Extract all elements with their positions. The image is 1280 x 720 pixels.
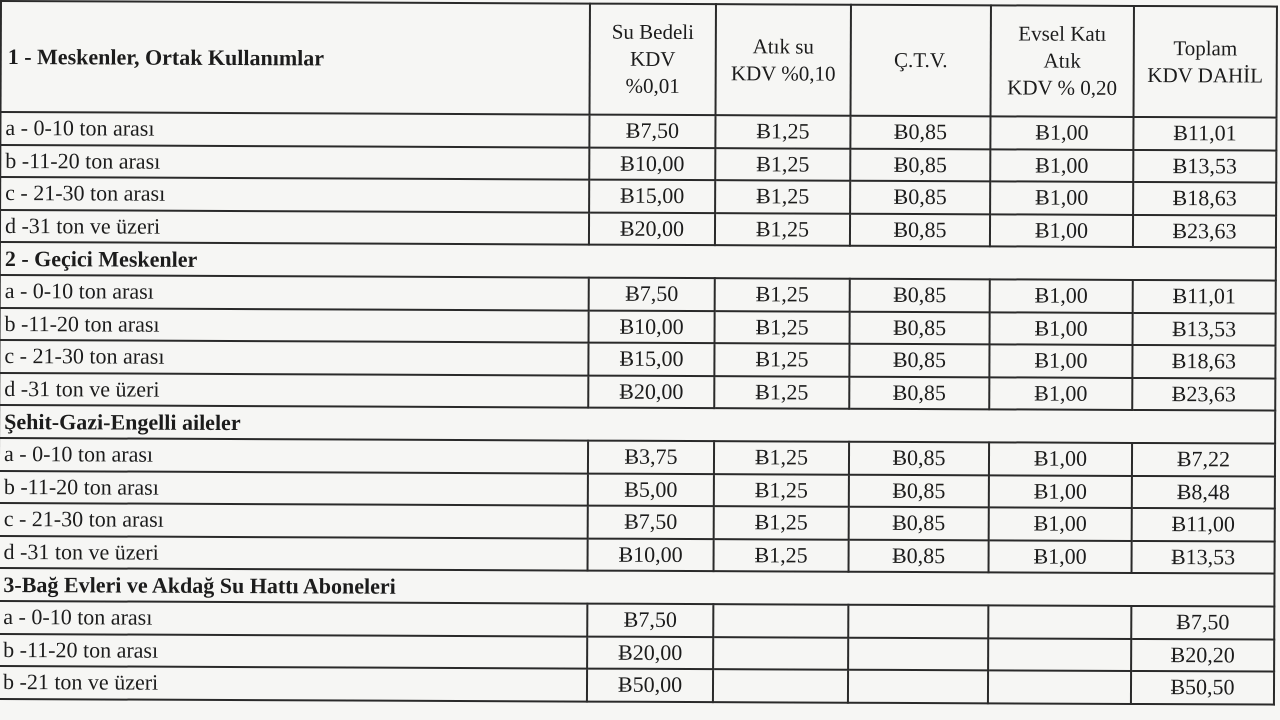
cell-toplam: Ƀ13,53 xyxy=(1133,312,1276,345)
cell-evsel-kati-atik xyxy=(988,605,1131,638)
cell-su-bedeli: Ƀ7,50 xyxy=(588,506,714,539)
cell-su-bedeli: Ƀ7,50 xyxy=(589,115,715,148)
cell-atik-su: Ƀ1,25 xyxy=(715,311,850,344)
section-header-row xyxy=(0,242,1276,281)
cell-su-bedeli: Ƀ50,00 xyxy=(587,669,713,702)
cell-su-bedeli: Ƀ20,00 xyxy=(587,636,713,669)
header-row xyxy=(1,1,1277,118)
cell-toplam: Ƀ11,01 xyxy=(1133,117,1276,150)
cell-atik-su xyxy=(713,669,848,702)
row-label: a - 0-10 ton arası xyxy=(0,601,587,636)
header-toplam: Toplam KDV DAHİL xyxy=(1134,6,1277,118)
cell-atik-su: Ƀ1,25 xyxy=(715,213,850,246)
cell-atik-su: Ƀ1,25 xyxy=(714,376,849,409)
cell-evsel-kati-atik: Ƀ1,00 xyxy=(990,116,1133,149)
cell-toplam: Ƀ18,63 xyxy=(1132,345,1275,378)
row-label: c - 21-30 ton arası xyxy=(0,340,589,375)
cell-atik-su: Ƀ1,25 xyxy=(714,343,849,376)
cell-atik-su: Ƀ1,25 xyxy=(714,539,849,572)
cell-su-bedeli: Ƀ10,00 xyxy=(588,538,714,571)
row-label: b -11-20 ton arası xyxy=(0,145,589,180)
cell-ctv: Ƀ0,85 xyxy=(849,474,989,507)
cell-atik-su xyxy=(713,637,848,670)
row-label: b -11-20 ton arası xyxy=(0,470,588,505)
cell-atik-su: Ƀ1,25 xyxy=(715,115,850,148)
cell-toplam: Ƀ18,63 xyxy=(1133,182,1276,215)
row-label: d -31 ton ve üzeri xyxy=(0,373,588,408)
cell-su-bedeli: Ƀ7,50 xyxy=(589,278,715,311)
cell-su-bedeli: Ƀ7,50 xyxy=(587,604,713,637)
table-body xyxy=(0,112,1276,704)
cell-toplam: Ƀ7,22 xyxy=(1132,443,1275,476)
cell-su-bedeli: Ƀ20,00 xyxy=(589,212,715,245)
cell-toplam: Ƀ13,53 xyxy=(1132,540,1275,573)
cell-su-bedeli: Ƀ3,75 xyxy=(588,441,714,474)
cell-evsel-kati-atik: Ƀ1,00 xyxy=(990,279,1133,312)
section-title: Şehit-Gazi-Engelli aileler xyxy=(0,405,1275,444)
cell-evsel-kati-atik xyxy=(988,638,1131,671)
header-category: 1 - Meskenler, Ortak Kullanımlar xyxy=(1,1,590,115)
cell-ctv xyxy=(848,670,988,703)
cell-ctv: Ƀ0,85 xyxy=(849,376,989,409)
cell-su-bedeli: Ƀ15,00 xyxy=(588,343,714,376)
cell-evsel-kati-atik xyxy=(988,670,1131,703)
cell-atik-su: Ƀ1,25 xyxy=(714,506,849,539)
row-label: b -21 ton ve üzeri xyxy=(0,666,587,701)
row-label: a - 0-10 ton arası xyxy=(0,112,589,147)
cell-ctv: Ƀ0,85 xyxy=(850,116,990,149)
cell-su-bedeli: Ƀ10,00 xyxy=(589,310,715,343)
cell-ctv: Ƀ0,85 xyxy=(849,507,989,540)
cell-ctv: Ƀ0,85 xyxy=(850,181,990,214)
section-header-row xyxy=(0,405,1275,444)
cell-ctv: Ƀ0,85 xyxy=(850,279,990,312)
row-label: a - 0-10 ton arası xyxy=(0,438,588,473)
cell-ctv: Ƀ0,85 xyxy=(850,311,990,344)
cell-evsel-kati-atik: Ƀ1,00 xyxy=(989,442,1132,475)
cell-atik-su: Ƀ1,25 xyxy=(715,180,850,213)
header-evsel-kati-atik: Evsel Katı Atık KDV % 0,20 xyxy=(991,5,1134,117)
header-ctv: Ç.T.V. xyxy=(851,5,991,117)
cell-toplam: Ƀ11,01 xyxy=(1133,280,1276,313)
cell-evsel-kati-atik: Ƀ1,00 xyxy=(990,312,1133,345)
cell-ctv: Ƀ0,85 xyxy=(849,442,989,475)
table-row xyxy=(0,666,1274,704)
row-label: d -31 ton ve üzeri xyxy=(0,535,588,570)
row-label: d -31 ton ve üzeri xyxy=(0,210,589,245)
cell-toplam: Ƀ23,63 xyxy=(1133,214,1276,247)
cell-evsel-kati-atik: Ƀ1,00 xyxy=(989,344,1132,377)
header-atik-su: Atık su KDV %0,10 xyxy=(716,4,851,116)
cell-evsel-kati-atik: Ƀ1,00 xyxy=(989,377,1132,410)
cell-evsel-kati-atik: Ƀ1,00 xyxy=(990,214,1133,247)
cell-ctv: Ƀ0,85 xyxy=(850,213,990,246)
cell-toplam: Ƀ23,63 xyxy=(1132,377,1275,410)
cell-toplam: Ƀ13,53 xyxy=(1133,149,1276,182)
cell-atik-su xyxy=(713,604,848,637)
cell-toplam: Ƀ50,50 xyxy=(1131,671,1274,704)
header-su-bedeli: Su Bedeli KDV %0,01 xyxy=(590,4,716,116)
row-label: c - 21-30 ton arası xyxy=(0,503,588,538)
cell-ctv xyxy=(848,605,988,638)
cell-atik-su: Ƀ1,25 xyxy=(715,278,850,311)
cell-evsel-kati-atik: Ƀ1,00 xyxy=(989,540,1132,573)
cell-su-bedeli: Ƀ5,00 xyxy=(588,473,714,506)
row-label: a - 0-10 ton arası xyxy=(0,275,589,310)
cell-atik-su: Ƀ1,25 xyxy=(714,441,849,474)
cell-ctv: Ƀ0,85 xyxy=(849,344,989,377)
row-label: b -11-20 ton arası xyxy=(0,308,589,343)
cell-toplam: Ƀ20,20 xyxy=(1131,638,1274,671)
cell-evsel-kati-atik: Ƀ1,00 xyxy=(990,181,1133,214)
cell-evsel-kati-atik: Ƀ1,00 xyxy=(989,507,1132,540)
cell-evsel-kati-atik: Ƀ1,00 xyxy=(989,475,1132,508)
cell-toplam: Ƀ7,50 xyxy=(1131,606,1274,639)
section-title: 3-Bağ Evleri ve Akdağ Su Hattı Aboneleri xyxy=(0,568,1275,607)
cell-atik-su: Ƀ1,25 xyxy=(715,148,850,181)
row-label: c - 21-30 ton arası xyxy=(0,177,589,212)
cell-atik-su: Ƀ1,25 xyxy=(714,474,849,507)
section-header-row xyxy=(0,568,1275,607)
cell-toplam: Ƀ11,00 xyxy=(1132,508,1275,541)
cell-ctv xyxy=(848,637,988,670)
row-label: b -11-20 ton arası xyxy=(0,633,587,668)
cell-toplam: Ƀ8,48 xyxy=(1132,475,1275,508)
cell-ctv: Ƀ0,85 xyxy=(849,539,989,572)
cell-ctv: Ƀ0,85 xyxy=(850,148,990,181)
cell-su-bedeli: Ƀ20,00 xyxy=(588,375,714,408)
cell-su-bedeli: Ƀ15,00 xyxy=(589,180,715,213)
cell-evsel-kati-atik: Ƀ1,00 xyxy=(990,149,1133,182)
section-title: 2 - Geçici Meskenler xyxy=(0,242,1276,281)
cell-su-bedeli: Ƀ10,00 xyxy=(589,147,715,180)
